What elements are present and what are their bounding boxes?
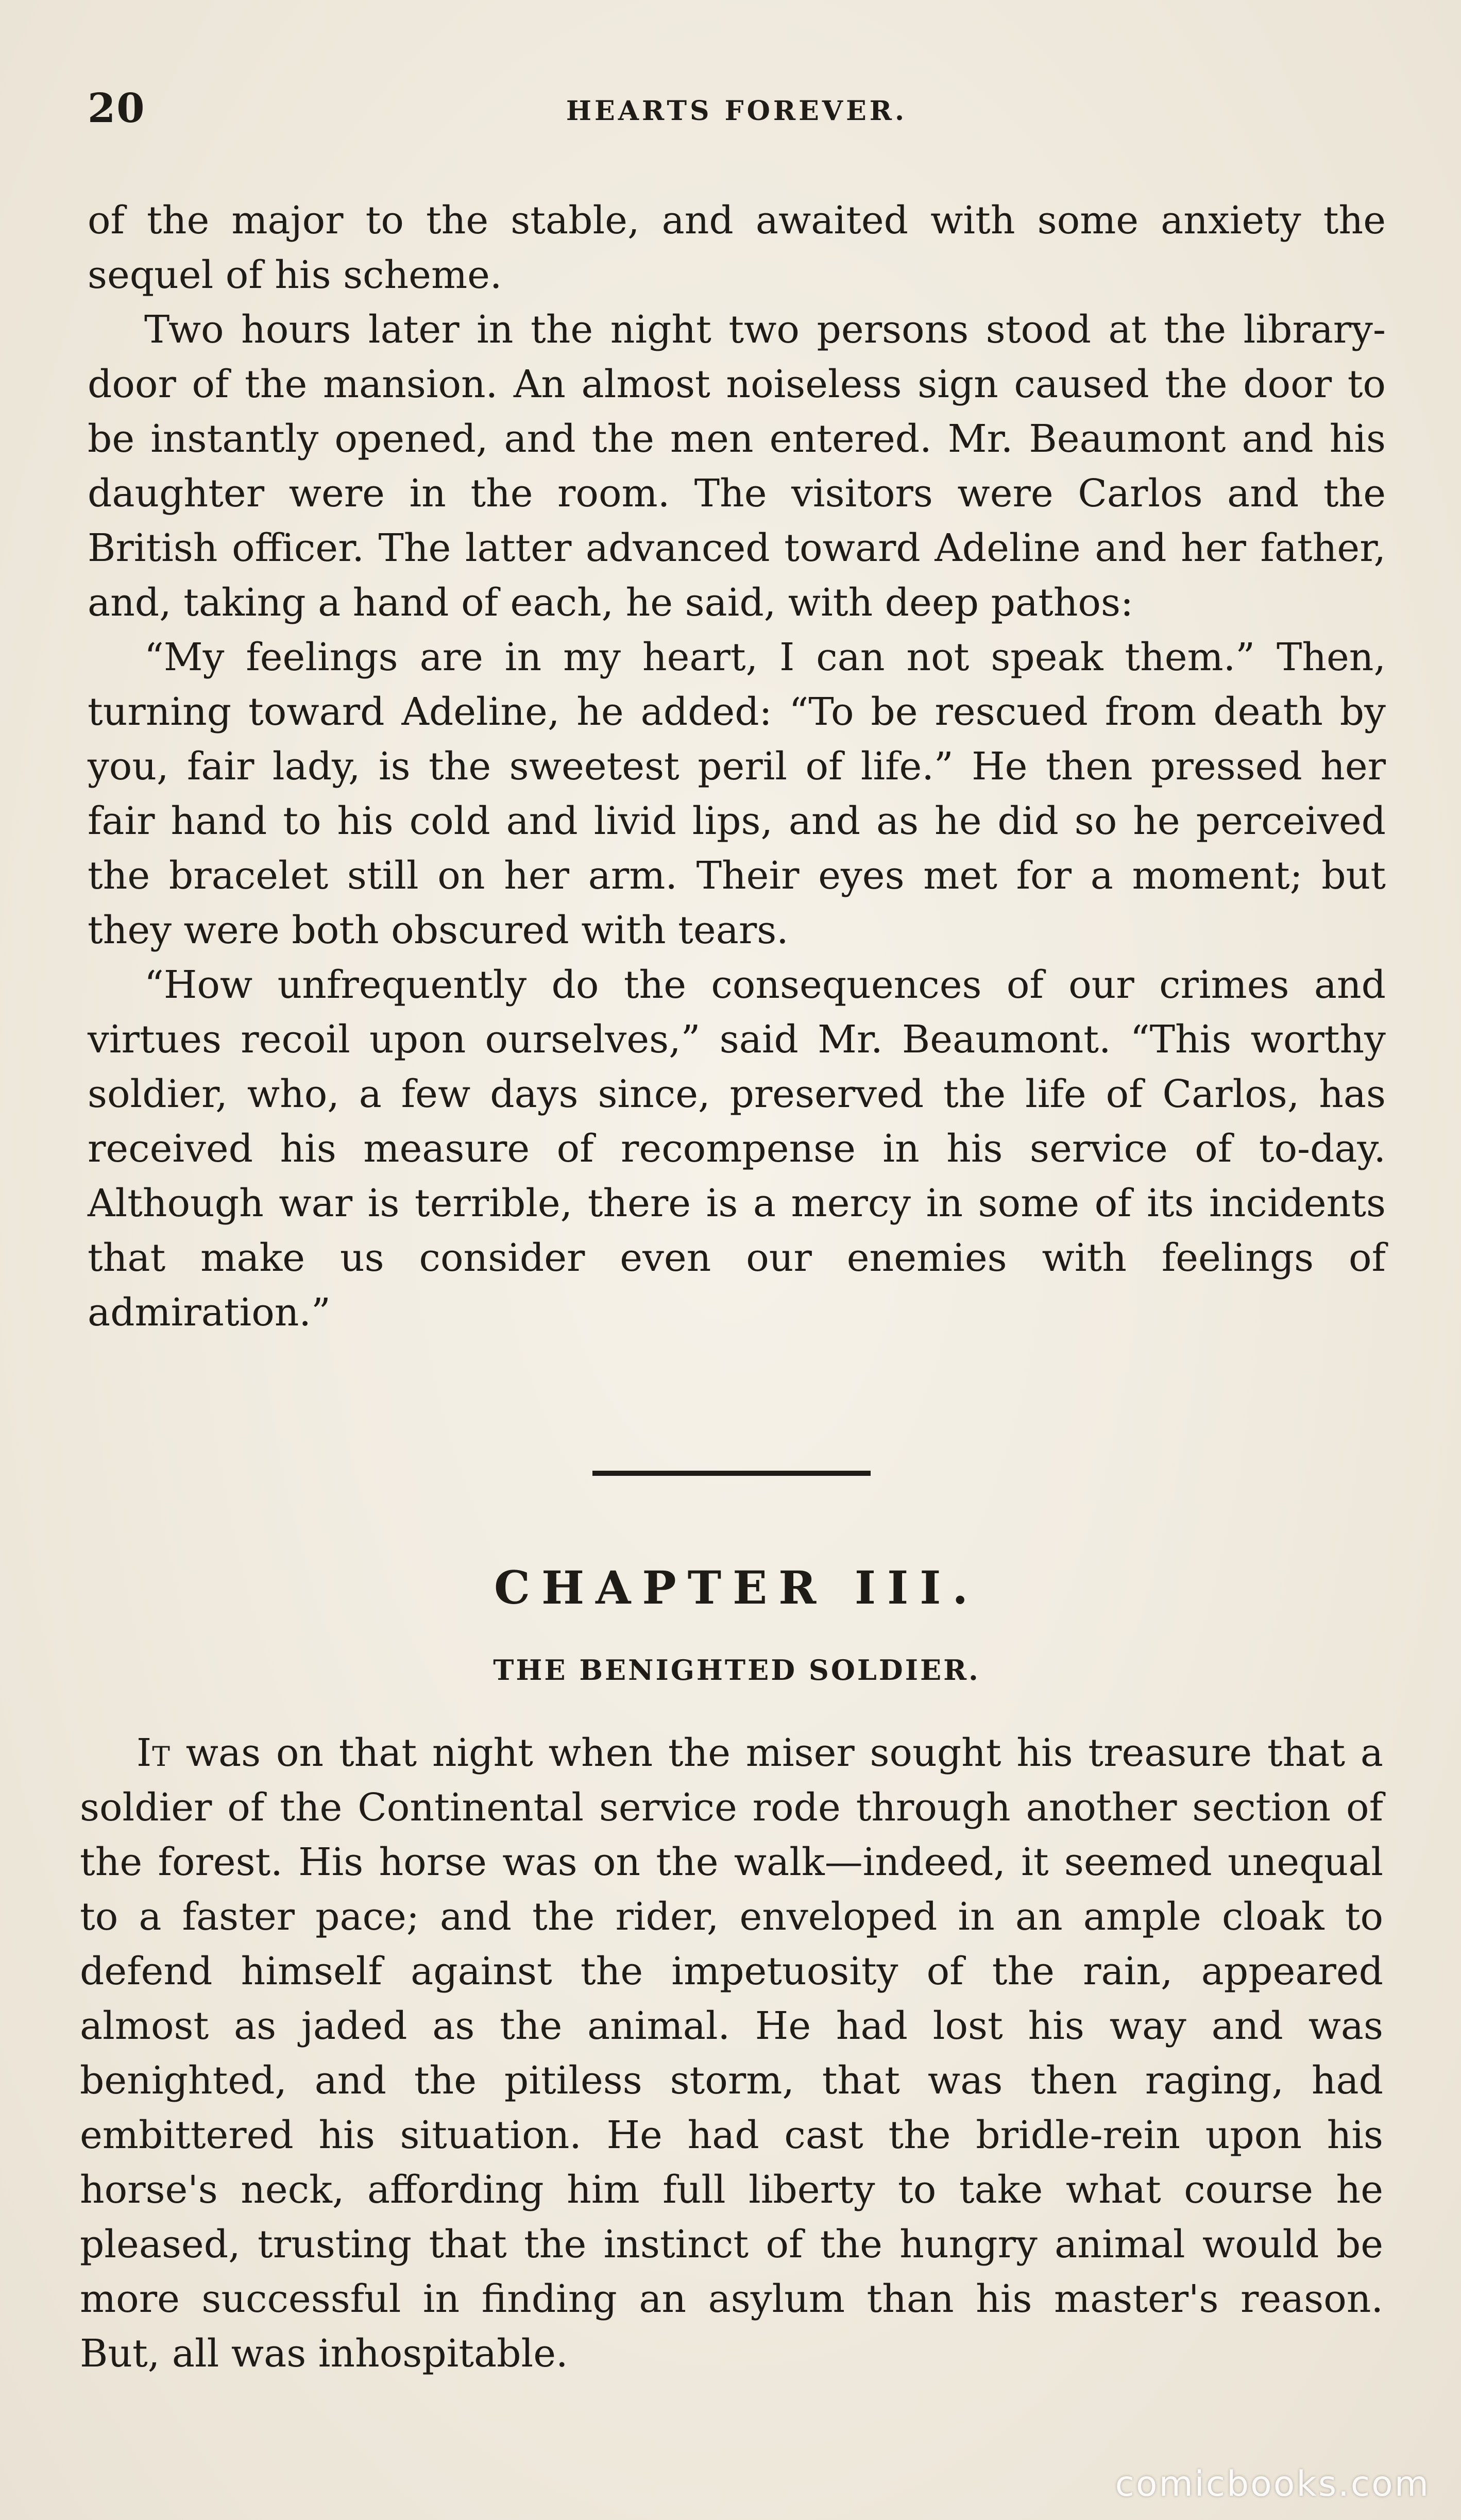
chapter-paragraph-text: was on that night when the miser sought his treasure that a soldier of the Continental service rode through another section of the forest. His horse was on the walk—indeed, it seemed unequal to a faster pace; and the rider, enveloped in an ample cloak to defend himself against the impetuosity of the rain, appeared almost as jaded as the animal. He had lost his way and was benighted, and the pitiless storm, that was then raging, had embittered his situation. He had cast the bridle-rein upon his horse's neck, affording him full liberty to take what course he pleased, trusting that the instinct of the hungry animal would be more successful in finding an asylum than his master's reason. But, all was inhospitable. <box>80 1731 1383 2376</box>
paragraph: “My feelings are in my heart, I can not speak them.” Then, turning toward Adeline, he added: “To be rescued from death by you, fair lady, is the sweetest peril of life.” He then pressed her fair hand to his cold and livid lips, and as he did so he perceived the bracelet still on her arm. Their eyes met for a moment; but they were both obscured with tears. <box>88 635 1386 952</box>
chapter-subtitle: THE BENIGHTED SOLDIER. <box>493 1654 980 1687</box>
watermark: comicbooks.com <box>1115 2464 1430 2505</box>
chapter-text <box>80 1726 1383 2381</box>
body-text <box>88 193 1386 1340</box>
paragraph: of the major to the stable, and awaited with some anxiety the sequel of his scheme. <box>88 198 1386 297</box>
chapter-lead-word: It <box>137 1731 171 1775</box>
running-head: HEARTS FOREVER. <box>566 95 908 127</box>
section-divider <box>592 1471 871 1476</box>
page-number: 20 <box>88 85 146 132</box>
paragraph: Two hours later in the night two persons stood at the library-door of the mansion. An almost noiseless sign caused the door to be instantly opened, and the men entered. Mr. Beaumont and his daughter were in the room. The visitors were Carlos and the British officer. The latter advanced toward Adeline and her father, and, taking a hand of each, he said, with deep pathos: <box>88 308 1386 625</box>
chapter-paragraph <box>80 1726 1383 2381</box>
chapter-title: CHAPTER III. <box>494 1561 980 1614</box>
paragraph: “How unfrequently do the consequences of our crimes and virtues recoil upon ourselves,” said Mr. Beaumont. “This worthy soldier, who, a few days since, preserved the life of Carlos, has received his measure of recompense in his service of to-day. Although war is terrible, there is a mercy in some of its incidents that make us consider even our enemies with feelings of admiration.” <box>88 963 1386 1335</box>
page-header <box>88 85 1386 147</box>
